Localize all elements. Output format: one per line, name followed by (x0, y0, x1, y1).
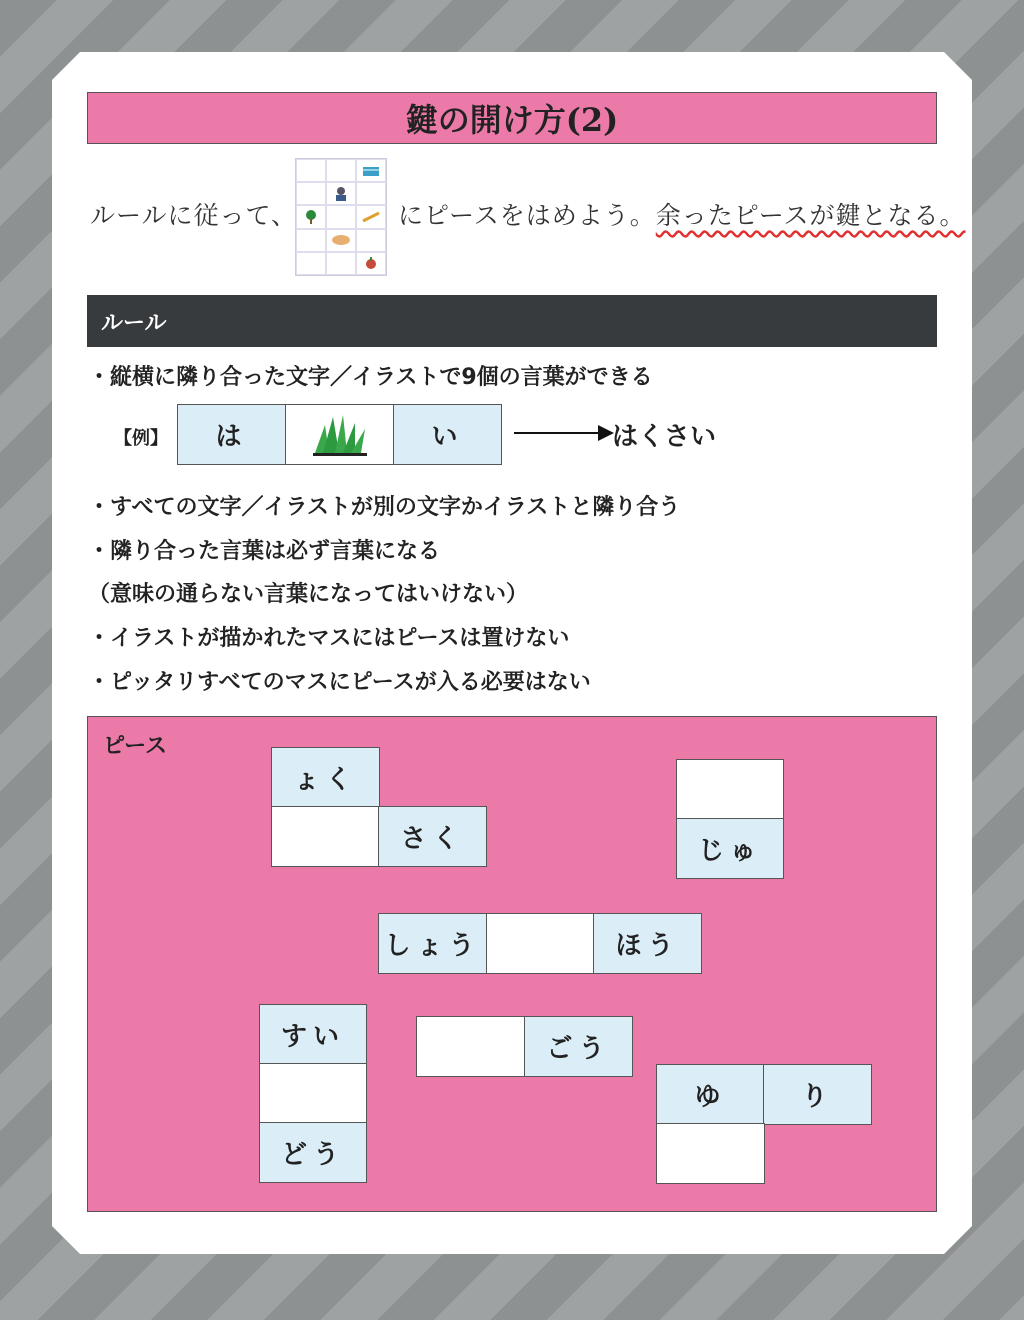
arrow-right-icon (514, 432, 600, 434)
rule-item: （意味の通らない言葉になってはいけない） (88, 582, 529, 607)
example-cell: は (177, 404, 286, 465)
instruction-text-2a: にピースをはめよう。 (398, 201, 656, 230)
example-result: はくさい (612, 422, 717, 452)
instruction-text-2 (398, 196, 966, 232)
example-label: 【例】 (114, 428, 168, 449)
piece-cell[interactable]: どう (259, 1122, 367, 1183)
piece-cell-blank[interactable] (416, 1016, 525, 1077)
piece-cell[interactable]: ほう (593, 913, 702, 974)
rule-item: ・ピッタリすべてのマスにピースが入る必要はない (88, 670, 591, 695)
basket-icon (356, 159, 386, 182)
tree-icon (296, 205, 326, 228)
grass-icon (285, 404, 394, 465)
grid-cell (296, 159, 326, 182)
grid-cell (356, 182, 386, 205)
mini-puzzle-grid (295, 158, 387, 276)
piece-cell[interactable]: じゅ (676, 818, 784, 879)
piece-cell[interactable]: さく (378, 806, 487, 867)
piece-cell-blank[interactable] (676, 759, 784, 820)
grid-cell (296, 229, 326, 252)
piece-cell[interactable]: しょう (378, 913, 487, 974)
instruction-key-hint: 余ったピースが鍵となる。 (655, 201, 966, 230)
grid-cell (296, 182, 326, 205)
piece-cell-blank[interactable] (259, 1063, 367, 1124)
grid-cell (356, 229, 386, 252)
rules-header: ルール (87, 295, 937, 347)
grid-cell (296, 252, 326, 275)
instruction-text-1: ルールに従って、 (90, 201, 298, 230)
grid-cell (326, 252, 356, 275)
example-cell: い (393, 404, 502, 465)
example-row (177, 404, 502, 465)
grid-cell (326, 205, 356, 228)
rule-item: ・すべての文字／イラストが別の文字かイラストと隣り合う (88, 495, 681, 520)
pencil-icon (356, 205, 386, 228)
piece-cell-blank[interactable] (271, 806, 380, 867)
piece-cell[interactable]: ょく (271, 747, 380, 808)
pieces-label: ピース (103, 734, 168, 759)
rule-item: ・イラストが描かれたマスにはピースは置けない (88, 626, 570, 651)
piece-cell-blank[interactable] (486, 913, 595, 974)
piece-cell[interactable]: ゆ (656, 1064, 765, 1125)
piece-cell-blank[interactable] (656, 1123, 765, 1184)
bread-icon (326, 229, 356, 252)
person-icon (326, 182, 356, 205)
piece-cell[interactable]: すい (259, 1004, 367, 1065)
fruit-icon (356, 252, 386, 275)
piece-cell[interactable]: ごう (524, 1016, 633, 1077)
rule-item: ・隣り合った言葉は必ず言葉になる (88, 539, 441, 564)
piece-cell[interactable]: り (763, 1064, 872, 1125)
rule-item: ・縦横に隣り合った文字／イラストで9個の言葉ができる (88, 365, 653, 390)
page-title: 鍵の開け方(2) (87, 92, 937, 144)
grid-cell (326, 159, 356, 182)
